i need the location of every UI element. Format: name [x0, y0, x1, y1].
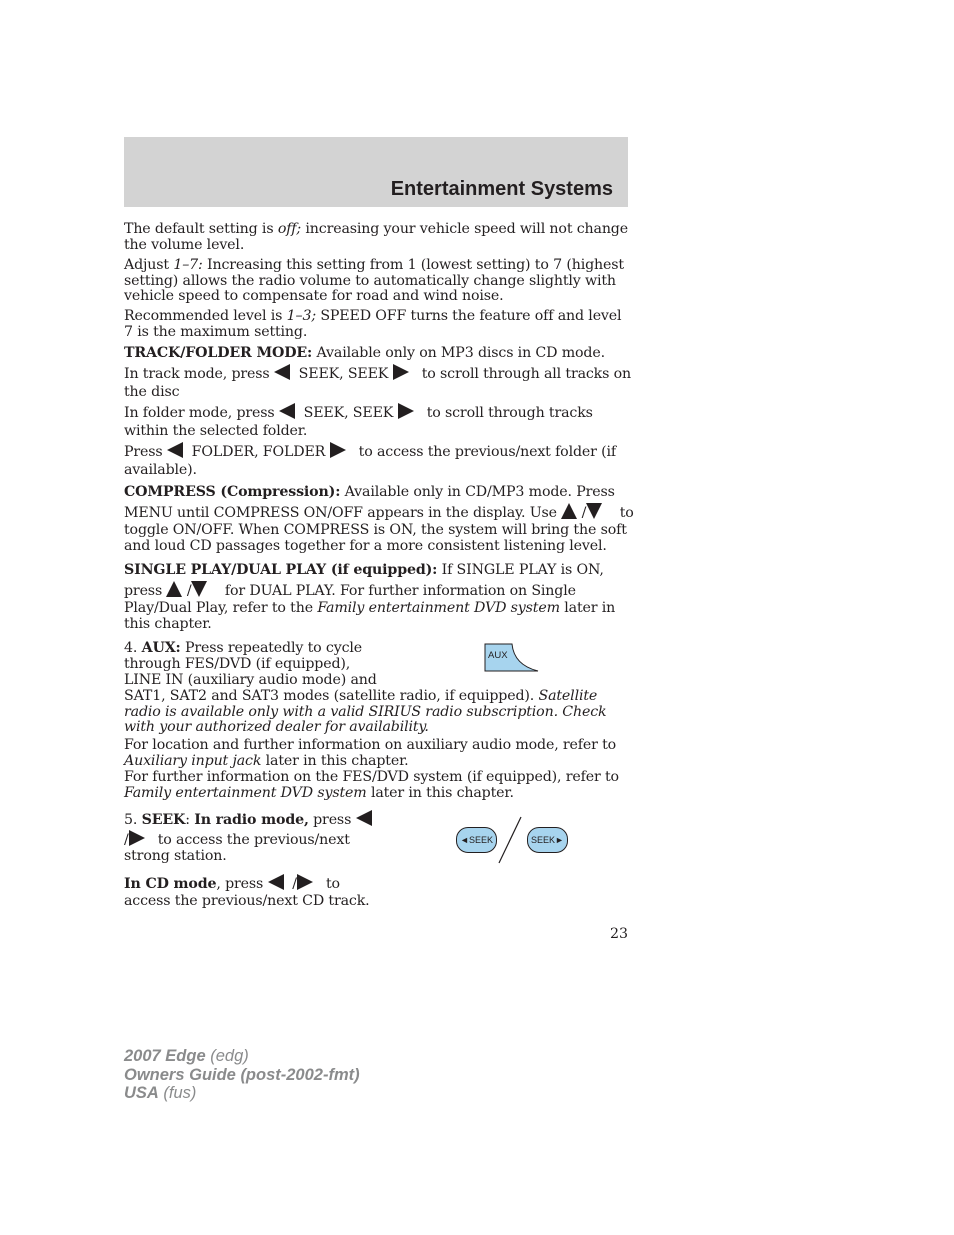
- single-play-line-2: press / for DUAL PLAY. For further information on Single: [124, 583, 576, 599]
- seek-cd-line-2: access the previous/next CD track.: [124, 893, 370, 909]
- track-folder-heading: TRACK/FOLDER MODE: Available only on MP3 discs in CD mode.: [124, 345, 605, 361]
- paragraph-recommended: Recommended level is 1–3; SPEED OFF turns the feature off and level 7 is the maximum setting.: [124, 308, 622, 340]
- seek-left-button-illustration: ◄SEEK: [456, 827, 497, 853]
- seek-right-arrow-icon: [297, 874, 313, 890]
- folder-press-line: Press FOLDER, FOLDER to access the previous/next folder (if: [124, 444, 617, 460]
- seek-line-3: strong station.: [124, 848, 227, 864]
- up-arrow-icon: [166, 581, 182, 597]
- aux-fes-paragraph: For further information on the FES/DVD system (if equipped), refer to Family entertainment DVD system later in this chapter.: [124, 769, 619, 801]
- seek-left-arrow-icon: [268, 874, 284, 890]
- document-footer: [124, 1047, 360, 1103]
- seek-line-2: / to access the previous/next: [124, 832, 350, 848]
- folder-mode-line: In folder mode, press SEEK, SEEK to scroll through tracks: [124, 405, 593, 421]
- seek-left-arrow-icon: [274, 364, 290, 380]
- aux-line-2: through FES/DVD (if equipped),: [124, 656, 351, 672]
- folder-mode-line-2: within the selected folder.: [124, 423, 308, 439]
- seek-right-button-illustration: SEEK►: [527, 827, 568, 853]
- aux-line-3: LINE IN (auxiliary audio mode) and: [124, 672, 377, 688]
- aux-location-paragraph: For location and further information on auxiliary audio mode, refer to Auxiliary input jack later in this chapter.: [124, 737, 617, 769]
- up-arrow-icon: [561, 503, 577, 519]
- section-header: [124, 137, 628, 207]
- aux-button-illustration: [484, 643, 540, 673]
- compress-line-3: toggle ON/OFF. When COMPRESS is ON, the system will bring the soft and loud CD passages together for a more consistent listening level.: [124, 522, 627, 554]
- aux-line-4: SAT1, SAT2 and SAT3 modes (satellite radio, if equipped). Satellite radio is available only with a valid SIRIUS radio subscription. Check with your authorized dealer for availability.: [124, 688, 607, 736]
- footer-line-1: 2007 Edge (edg): [124, 1047, 249, 1065]
- folder-press-line-2: available).: [124, 462, 197, 478]
- compress-line-2: MENU until COMPRESS ON/OFF appears in the display. Use / to: [124, 505, 634, 521]
- seek-divider-line: [496, 815, 524, 865]
- footer-line-3: USA (fus): [124, 1084, 197, 1102]
- aux-line-1: 4. AUX: Press repeatedly to cycle: [124, 640, 362, 656]
- aux-button-label: AUX: [488, 650, 508, 661]
- track-mode-line: In track mode, press SEEK, SEEK to scroll through all tracks on: [124, 366, 631, 382]
- folder-left-arrow-icon: [167, 442, 183, 458]
- seek-right-arrow-icon: [129, 830, 145, 846]
- paragraph-default-setting: The default setting is off; increasing your vehicle speed will not change the volume level.: [124, 221, 628, 253]
- single-play-heading: SINGLE PLAY/DUAL PLAY (if equipped): If SINGLE PLAY is ON,: [124, 562, 604, 578]
- down-arrow-icon: [191, 581, 207, 597]
- seek-line-1: 5. SEEK: In radio mode, press: [124, 810, 372, 828]
- section-title: Entertainment Systems: [390, 178, 613, 200]
- seek-cd-line-1: In CD mode, press / to: [124, 876, 340, 892]
- track-mode-line-2: the disc: [124, 384, 180, 400]
- seek-right-arrow-icon: [393, 364, 409, 380]
- paragraph-adjust: Adjust 1–7: Increasing this setting from 1 (lowest setting) to 7 (highest setting) allows the radio volume to automatically change slightly with vehicle speed to compensate for road and wind noise.: [124, 257, 624, 305]
- down-arrow-icon: [586, 503, 602, 519]
- page-number: 23: [609, 926, 628, 942]
- seek-left-arrow-icon: [279, 403, 295, 419]
- single-play-line-3: Play/Dual Play, refer to the Family entertainment DVD system later in this chapter.: [124, 600, 616, 632]
- compress-heading: COMPRESS (Compression): Available only in CD/MP3 mode. Press: [124, 484, 615, 500]
- seek-left-arrow-icon: [356, 810, 372, 826]
- seek-right-arrow-icon: [398, 403, 414, 419]
- footer-line-2: Owners Guide (post-2002-fmt): [124, 1065, 360, 1084]
- folder-right-arrow-icon: [330, 442, 346, 458]
